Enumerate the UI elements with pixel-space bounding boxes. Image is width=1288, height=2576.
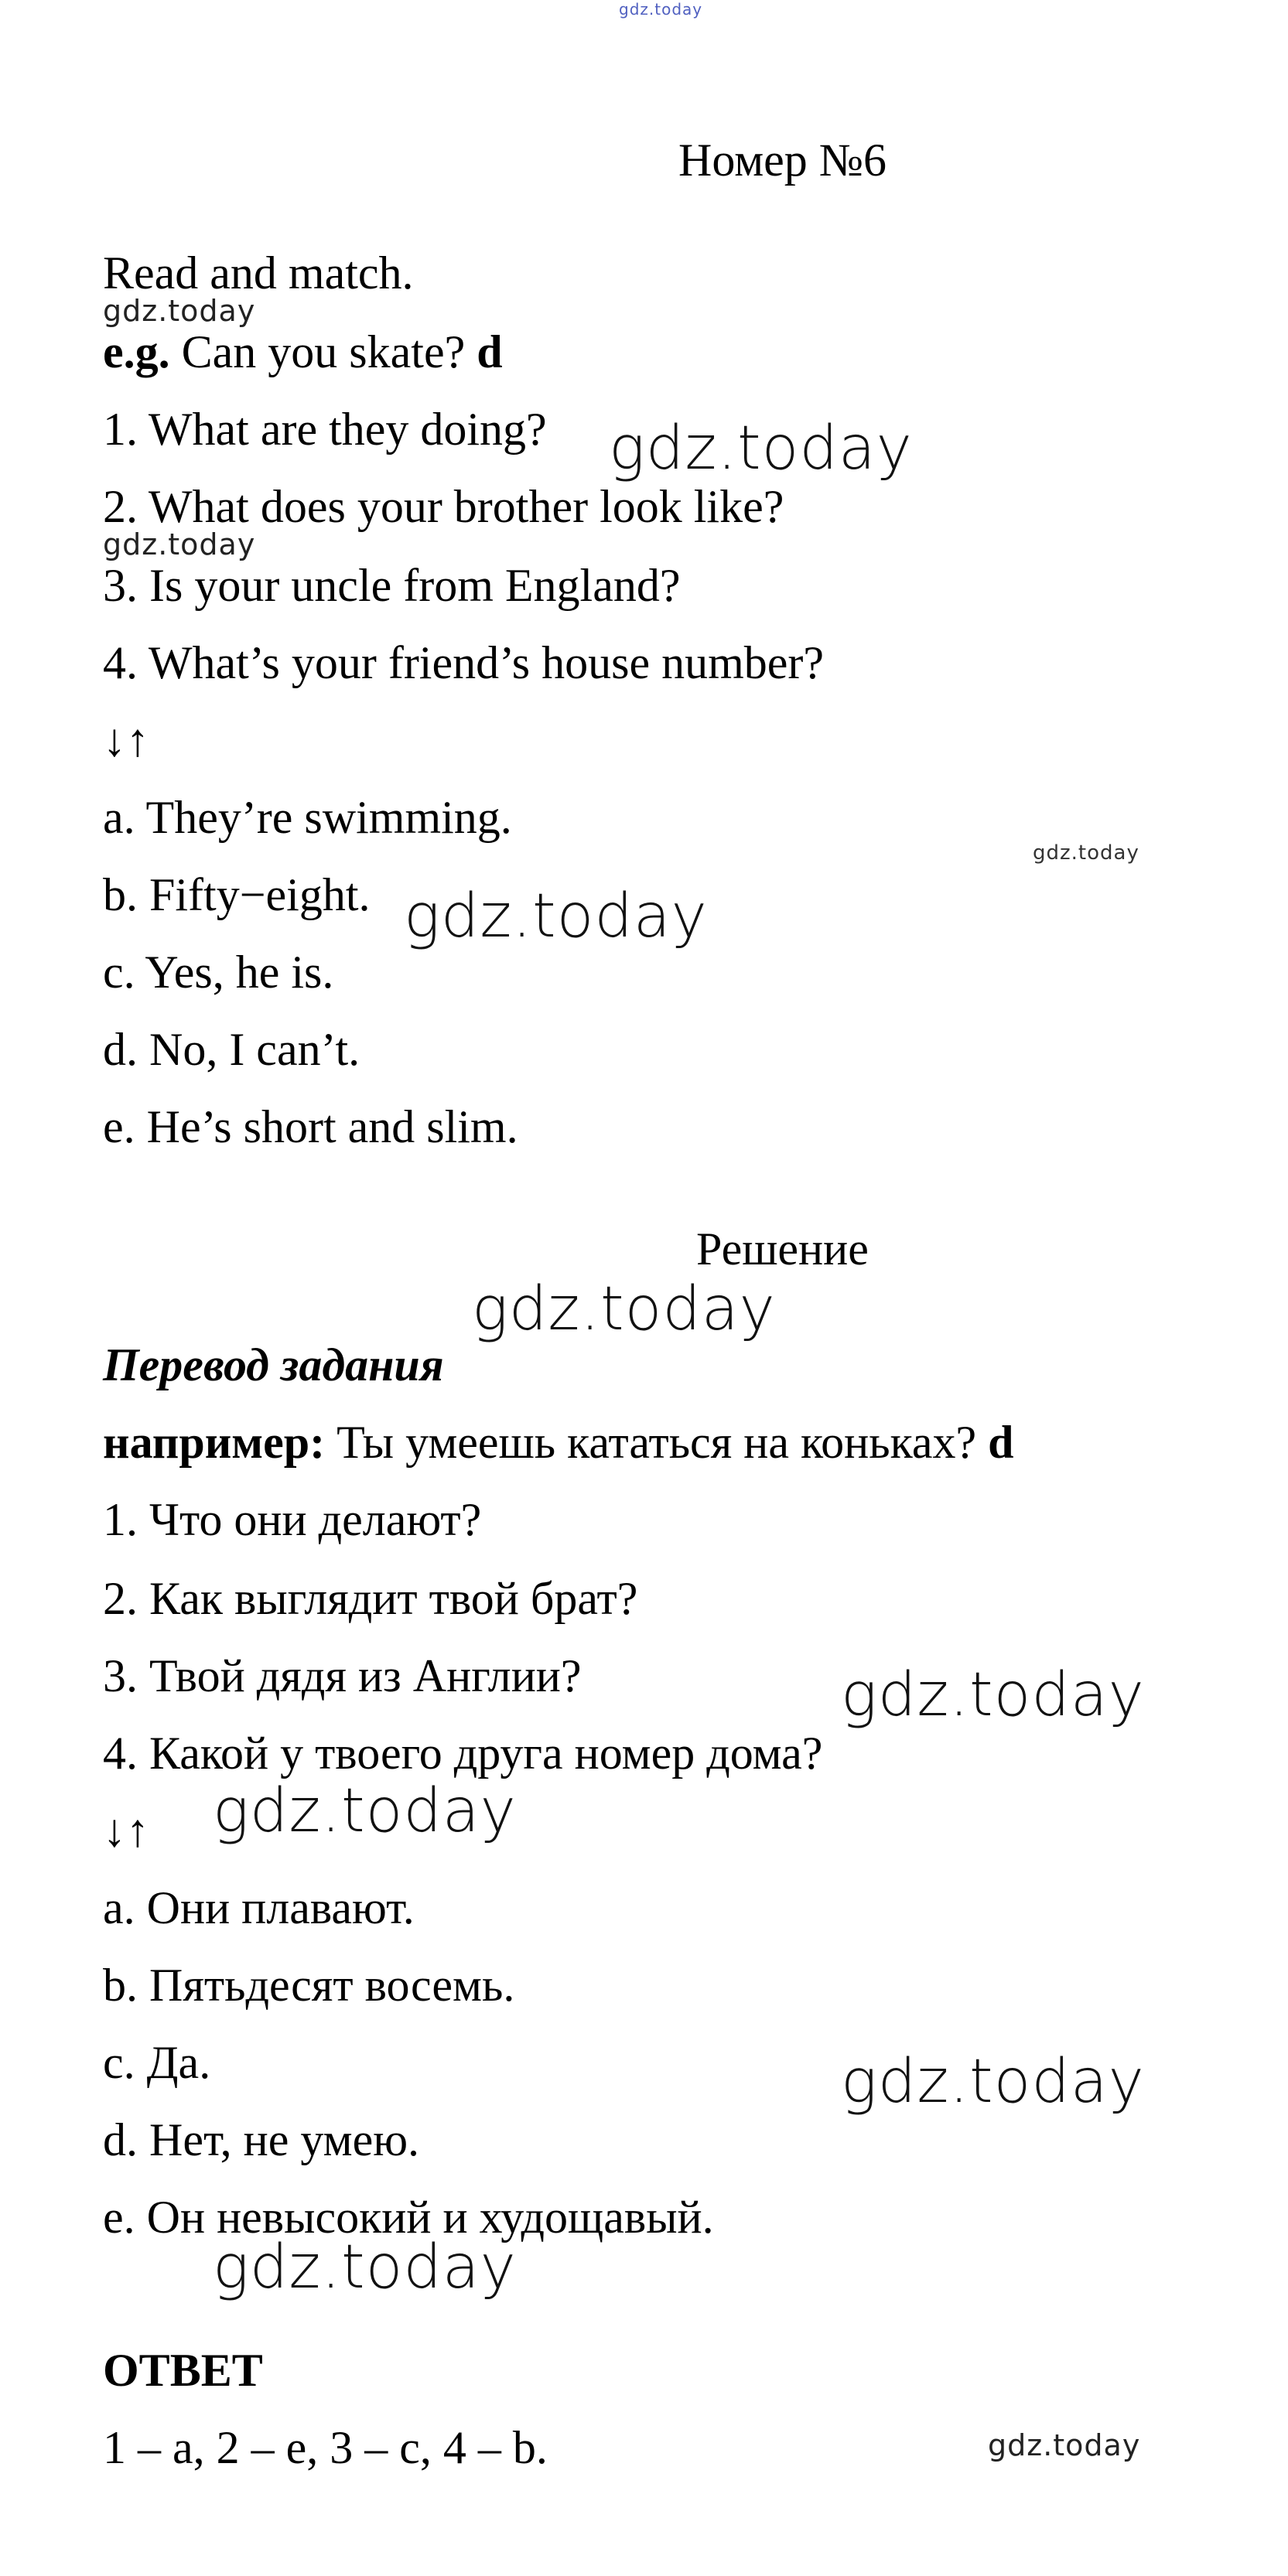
solution-answer-b: b. Пятьдесят восемь. (103, 1960, 515, 2011)
task-example (103, 325, 503, 379)
watermark-big-4: gdz.today (841, 1660, 1145, 1730)
task-question-4: 4. What’s your friend’s house number? (103, 637, 825, 688)
solution-question-3: 3. Твой дядя из Англии? (103, 1650, 582, 1701)
solution-example-answer: d (988, 1417, 1014, 1468)
solution-answer-d: d. Нет, не умею. (103, 2114, 420, 2165)
solution-example-label: например: (103, 1417, 326, 1468)
watermark-tiny-1: gdz.today (1033, 841, 1139, 865)
watermark-big-6: gdz.today (841, 2047, 1145, 2117)
task-question-1: 1. What are they doing? (103, 404, 547, 455)
watermark-small-1: gdz.today (103, 294, 256, 328)
solution-answer-a: a. Они плавают. (103, 1882, 415, 1933)
task-arrows: ↓↑ (103, 715, 149, 766)
solution-question-1: 1. Что они делают? (103, 1494, 482, 1545)
solution-answer-e: e. Он невысокий и худощавый. (103, 2192, 714, 2243)
watermark-big-7: gdz.today (213, 2233, 517, 2302)
example-label: e.g. (103, 326, 170, 377)
watermark-top: gdz.today (619, 0, 703, 19)
watermark-small-2: gdz.today (103, 527, 256, 561)
answer-text: 1 – a, 2 – e, 3 – c, 4 – b. (103, 2422, 548, 2473)
watermark-small-3: gdz.today (988, 2428, 1141, 2462)
solution-example-text: Ты умеешь кататься на коньках? (325, 1417, 989, 1468)
solution-example (103, 1415, 1013, 1469)
task-answer-e: e. He’s short and slim. (103, 1101, 518, 1152)
task-question-2: 2. What does your brother look like? (103, 481, 784, 532)
watermark-big-5: gdz.today (213, 1776, 517, 1846)
example-text: Can you skate? (169, 326, 477, 377)
solution-answer-c: c. Да. (103, 2037, 211, 2088)
watermark-big-1: gdz.today (609, 414, 913, 483)
watermark-big-3: gdz.today (472, 1274, 776, 1344)
task-answer-c: c. Yes, he is. (103, 947, 334, 998)
task-answer-b: b. Fifty−eight. (103, 869, 371, 920)
translation-heading: Перевод задания (103, 1339, 444, 1390)
task-instruction: Read and match. (103, 247, 414, 299)
task-answer-d: d. No, I can’t. (103, 1024, 360, 1075)
solution-question-2: 2. Как выглядит твой брат? (103, 1573, 638, 1624)
answer-heading: ОТВЕТ (103, 2345, 263, 2396)
task-question-3: 3. Is your uncle from England? (103, 560, 681, 611)
solution-heading: Решение (696, 1223, 869, 1274)
page-title: Номер №6 (678, 135, 887, 186)
solution-question-4: 4. Какой у твоего друга номер дома? (103, 1728, 823, 1779)
example-answer: d (477, 326, 503, 377)
watermark-big-2: gdz.today (404, 882, 708, 951)
solution-arrows: ↓↑ (103, 1805, 149, 1856)
task-answer-a: a. They’re swimming. (103, 792, 512, 843)
